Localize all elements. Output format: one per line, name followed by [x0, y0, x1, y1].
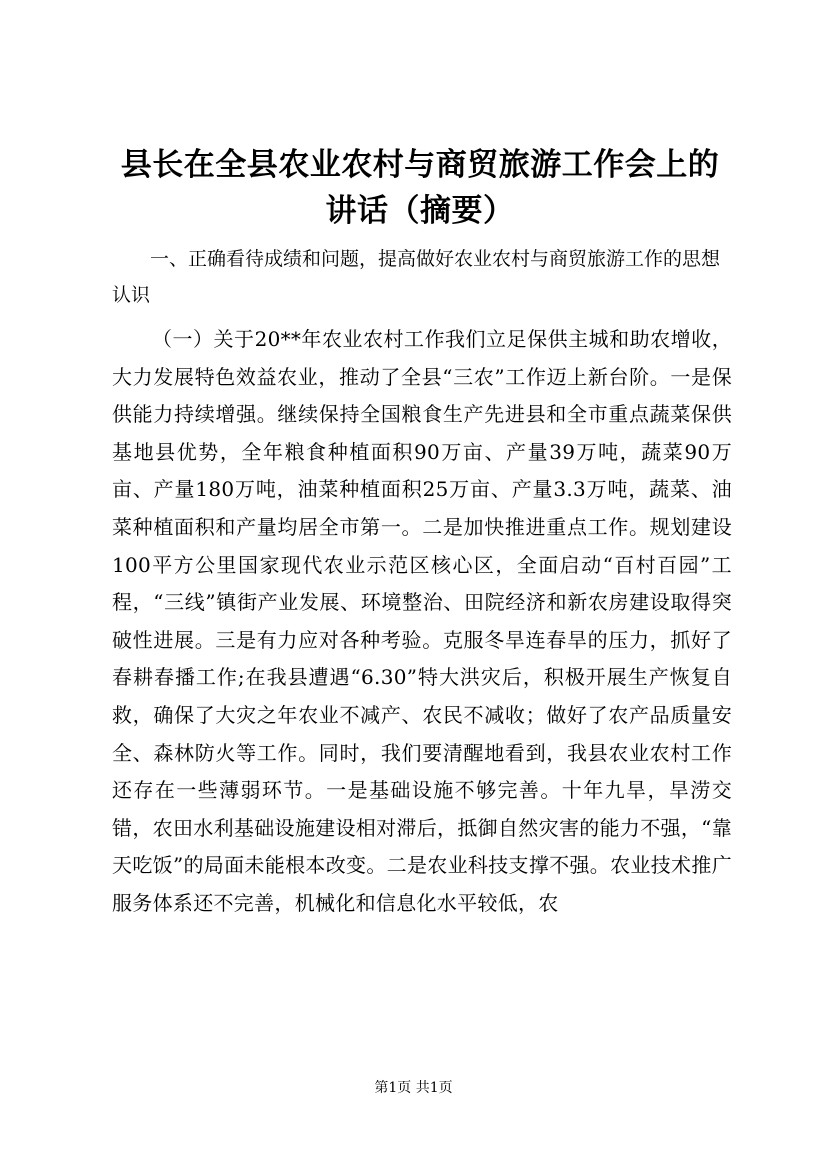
body-paragraph: （一）关于20**年农业农村工作我们立足保供主城和助农增收，大力发展特色效益农业，推动了全县“三农”工作迈上新台阶。一是保供能力持续增强。继续保持全国粮食生产先进县和全市重点蔬菜保供基地县优势，全年粮食种植面积90万亩、产量39万吨，蔬菜90万亩、产量180万吨，油菜种植面积25万亩、产量3.3万吨，蔬菜、油菜种植面积和产量均居全市第一。二是加快推进重点工作。规划建设100平方公里国家现代农业示范区核心区，全面启动“百村百园”工程，“三线”镇街产业发展、环境整治、田院经济和新农房建设取得突破性进展。三是有力应对各种考验。克服冬旱连春旱的压力，抓好了春耕春播工作;在我县遭遇“6.30”特大洪灾后，积极开展生产恢复自救，确保了大灾之年农业不减产、农民不减收；做好了农产品质量安全、森林防火等工作。同时，我们要清醒地看到，我县农业农村工作还存在一些薄弱环节。一是基础设施不够完善。十年九旱，旱涝交错，农田水利基础设施建设相对滞后，抵御自然灾害的能力不强，“靠天吃饭”的局面未能根本改变。二是农业科技支撑不强。农业技术推广服务体系还不完善，机械化和信息化水平较低，农 [112, 327, 732, 915]
document-title: 县长在全县农业农村与商贸旅游工作会上的讲话（摘要） [120, 147, 720, 229]
section-heading: 一、正确看待成绩和问题，提高做好农业农村与商贸旅游工作的思想认识 [112, 248, 721, 306]
page-footer: 第1页 共1页 [374, 1080, 453, 1096]
